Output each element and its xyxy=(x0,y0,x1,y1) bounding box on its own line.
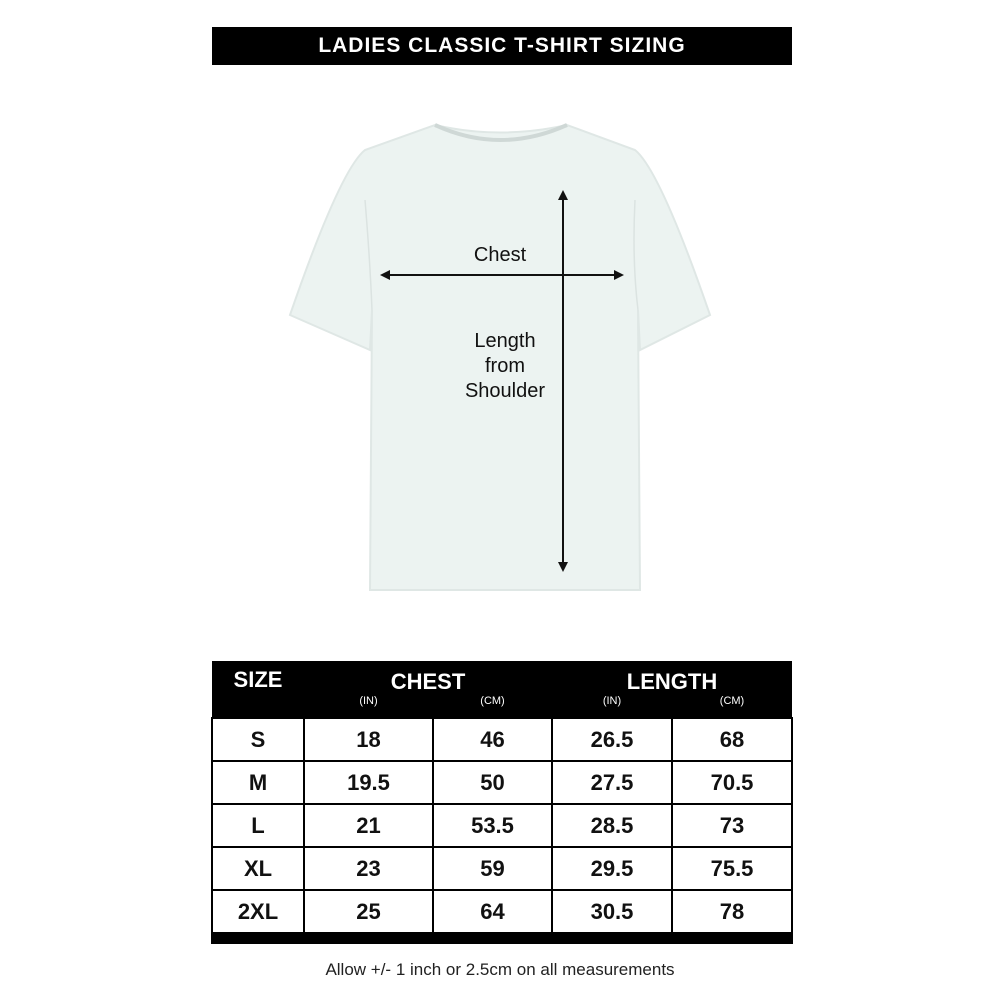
cell-length-cm: 78 xyxy=(672,890,792,938)
cell-length-in: 27.5 xyxy=(552,761,672,804)
cell-chest-in: 19.5 xyxy=(304,761,433,804)
table-row xyxy=(212,761,792,804)
cell-length-in: 26.5 xyxy=(552,718,672,761)
size-chart-table xyxy=(211,661,793,944)
cell-chest-cm: 64 xyxy=(433,890,552,938)
cell-chest-in: 21 xyxy=(304,804,433,847)
cell-length-in: 29.5 xyxy=(552,847,672,890)
cell-length-cm: 73 xyxy=(672,804,792,847)
cell-size: L xyxy=(212,804,304,847)
cell-length-cm: 70.5 xyxy=(672,761,792,804)
cell-chest-in: 23 xyxy=(304,847,433,890)
length-label-line: Length xyxy=(474,330,536,352)
cell-size: 2XL xyxy=(212,890,304,938)
cell-length-cm: 75.5 xyxy=(672,847,792,890)
cell-chest-in: 25 xyxy=(304,890,433,938)
measurement-footnote: Allow +/- 1 inch or 2.5cm on all measurements xyxy=(325,960,675,979)
cell-chest-cm: 53.5 xyxy=(433,804,552,847)
cell-size: S xyxy=(212,718,304,761)
table-row xyxy=(212,890,792,938)
unit-length-cm: (CM) xyxy=(672,695,792,718)
table-header-row xyxy=(212,661,792,695)
cell-chest-cm: 59 xyxy=(433,847,552,890)
table-row xyxy=(212,847,792,890)
cell-chest-in: 18 xyxy=(304,718,433,761)
chest-label: Chest xyxy=(473,244,527,266)
cell-size: XL xyxy=(212,847,304,890)
length-label xyxy=(440,329,570,404)
table-row xyxy=(212,718,792,761)
page-title: LADIES CLASSIC T-SHIRT SIZING xyxy=(212,27,792,65)
length-label-line: from xyxy=(485,355,525,377)
unit-chest-in: (IN) xyxy=(304,695,433,718)
cell-length-in: 30.5 xyxy=(552,890,672,938)
cell-chest-cm: 46 xyxy=(433,718,552,761)
table-row xyxy=(212,804,792,847)
cell-length-cm: 68 xyxy=(672,718,792,761)
header-length: LENGTH xyxy=(552,661,792,695)
unit-length-in: (IN) xyxy=(552,695,672,718)
tshirt-diagram xyxy=(280,110,720,600)
cell-length-in: 28.5 xyxy=(552,804,672,847)
length-label-line: Shoulder xyxy=(464,380,546,402)
header-size: SIZE xyxy=(212,661,304,718)
cell-chest-cm: 50 xyxy=(433,761,552,804)
cell-size: M xyxy=(212,761,304,804)
header-chest: CHEST xyxy=(304,661,552,695)
unit-chest-cm: (CM) xyxy=(433,695,552,718)
